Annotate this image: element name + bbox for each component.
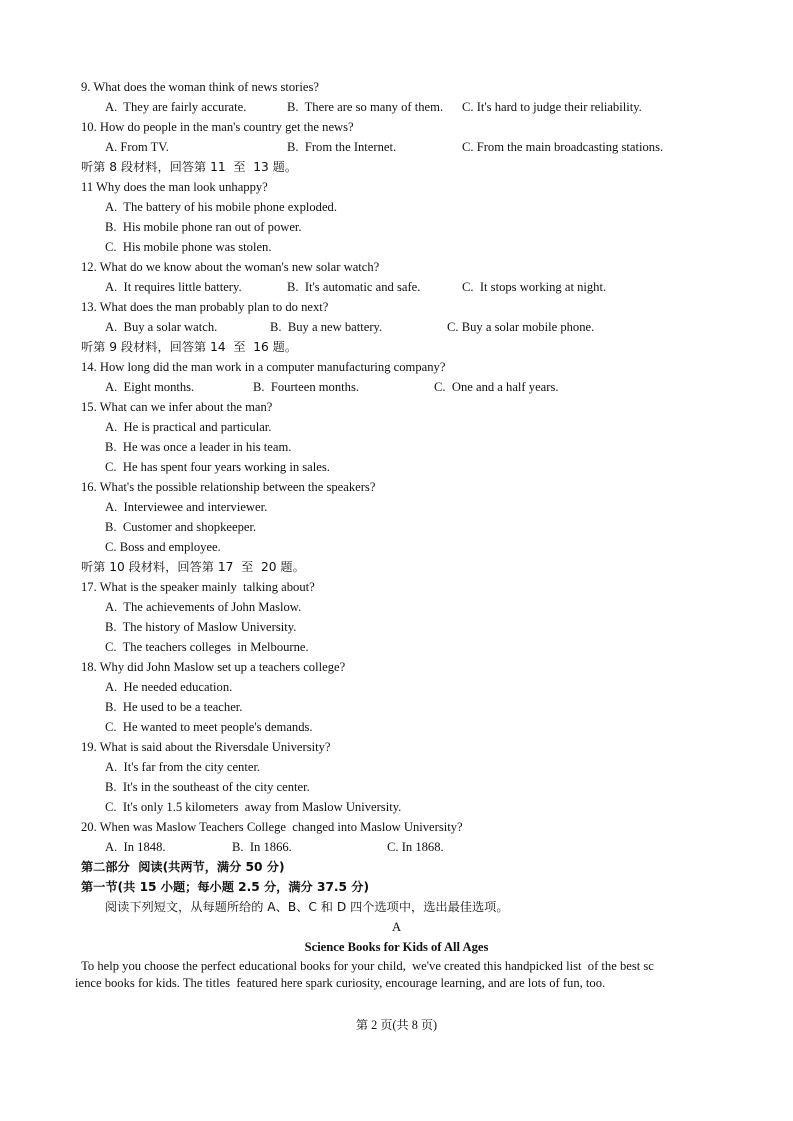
option-c: C. In 1868. <box>387 840 444 854</box>
reading-instruction: 阅读下列短文，从每题所给的 A、B、C 和 D 四个选项中，选出最佳选项。 <box>105 900 509 914</box>
option-b: B. It's automatic and safe. <box>287 280 421 294</box>
section-1-heading: 第一节(共 15 小题；每小题 2.5 分，满分 37.5 分) <box>81 880 370 894</box>
option-a: A. It requires little battery. <box>105 280 242 294</box>
question-14-stem: 14. How long did the man work in a computer manufacturing company? <box>81 360 446 374</box>
part-2-heading: 第二部分 阅读(共两节，满分 50 分) <box>81 860 285 874</box>
question-9-options <box>0 99 793 115</box>
question-13-options <box>0 319 793 335</box>
option-a: A. Buy a solar watch. <box>105 320 218 334</box>
question-13-stem: 13. What does the man probably plan to do next? <box>81 300 329 314</box>
question-18-stem: 18. Why did John Maslow set up a teachers college? <box>81 660 346 674</box>
option-a: A. He is practical and particular. <box>105 420 272 434</box>
question-17-stem: 17. What is the speaker mainly talking about? <box>81 580 315 594</box>
option-b: B. The history of Maslow University. <box>105 620 297 634</box>
page-footer: 第 2 页(共 8 页) <box>355 1018 438 1032</box>
section-9-heading: 听第 9 段材料，回答第 14 至 16 题。 <box>81 340 298 354</box>
question-14-options <box>0 379 793 395</box>
option-c: C. It's only 1.5 kilometers away from Maslow University. <box>105 800 402 814</box>
question-12-stem: 12. What do we know about the woman's new solar watch? <box>81 260 380 274</box>
question-10-options <box>0 139 793 155</box>
option-b: B. There are so many of them. <box>287 100 444 114</box>
question-20-options <box>0 839 793 855</box>
option-b: B. From the Internet. <box>287 140 397 154</box>
option-b: B. His mobile phone ran out of power. <box>105 220 302 234</box>
option-c: C. It stops working at night. <box>462 280 607 294</box>
option-c: C. One and a half years. <box>434 380 559 394</box>
option-b: B. Buy a new battery. <box>270 320 383 334</box>
passage-title: Science Books for Kids of All Ages <box>304 940 489 954</box>
option-b: B. In 1866. <box>232 840 292 854</box>
option-c: C. Buy a solar mobile phone. <box>447 320 595 334</box>
option-a: A. The battery of his mobile phone exploded. <box>105 200 338 214</box>
option-b: B. He used to be a teacher. <box>105 700 243 714</box>
question-10-stem: 10. How do people in the man's country get the news? <box>81 120 354 134</box>
section-8-heading: 听第 8 段材料，回答第 11 至 13 题。 <box>81 160 298 174</box>
option-a: A. He needed education. <box>105 680 233 694</box>
option-c: C. From the main broadcasting stations. <box>462 140 664 154</box>
passage-letter: A <box>391 920 402 934</box>
option-c: C. It's hard to judge their reliability. <box>462 100 642 114</box>
option-c: C. His mobile phone was stolen. <box>105 240 272 254</box>
option-c: C. The teachers colleges in Melbourne. <box>105 640 309 654</box>
question-9-stem: 9. What does the woman think of news stories? <box>81 80 319 94</box>
option-a: A. It's far from the city center. <box>105 760 261 774</box>
option-a: A. They are fairly accurate. <box>105 100 247 114</box>
option-b: B. He was once a leader in his team. <box>105 440 292 454</box>
option-a: A. In 1848. <box>105 840 166 854</box>
option-a: A. The achievements of John Maslow. <box>105 600 302 614</box>
question-11-stem: 11 Why does the man look unhappy? <box>81 180 268 194</box>
option-c: C. He has spent four years working in sales. <box>105 460 330 474</box>
question-16-stem: 16. What's the possible relationship between the speakers? <box>81 480 376 494</box>
option-a: A. Eight months. <box>105 380 195 394</box>
option-c: C. He wanted to meet people's demands. <box>105 720 313 734</box>
passage-line-1: To help you choose the perfect educational books for your child, we've created this handpicked list of the best sc <box>75 959 654 973</box>
option-b: B. Customer and shopkeeper. <box>105 520 257 534</box>
option-b: B. Fourteen months. <box>253 380 359 394</box>
question-15-stem: 15. What can we infer about the man? <box>81 400 273 414</box>
passage-line-2: ience books for kids. The titles featured here spark curiosity, encourage learning, and are lots of fun, too. <box>75 976 606 990</box>
option-c: C. Boss and employee. <box>105 540 221 554</box>
option-a: A. Interviewee and interviewer. <box>105 500 268 514</box>
question-20-stem: 20. When was Maslow Teachers College changed into Maslow University? <box>81 820 463 834</box>
option-b: B. It's in the southeast of the city center. <box>105 780 310 794</box>
section-10-heading: 听第 10 段材料，回答第 17 至 20 题。 <box>81 560 305 574</box>
option-a: A. From TV. <box>105 140 169 154</box>
question-12-options <box>0 279 793 295</box>
question-19-stem: 19. What is said about the Riversdale University? <box>81 740 331 754</box>
